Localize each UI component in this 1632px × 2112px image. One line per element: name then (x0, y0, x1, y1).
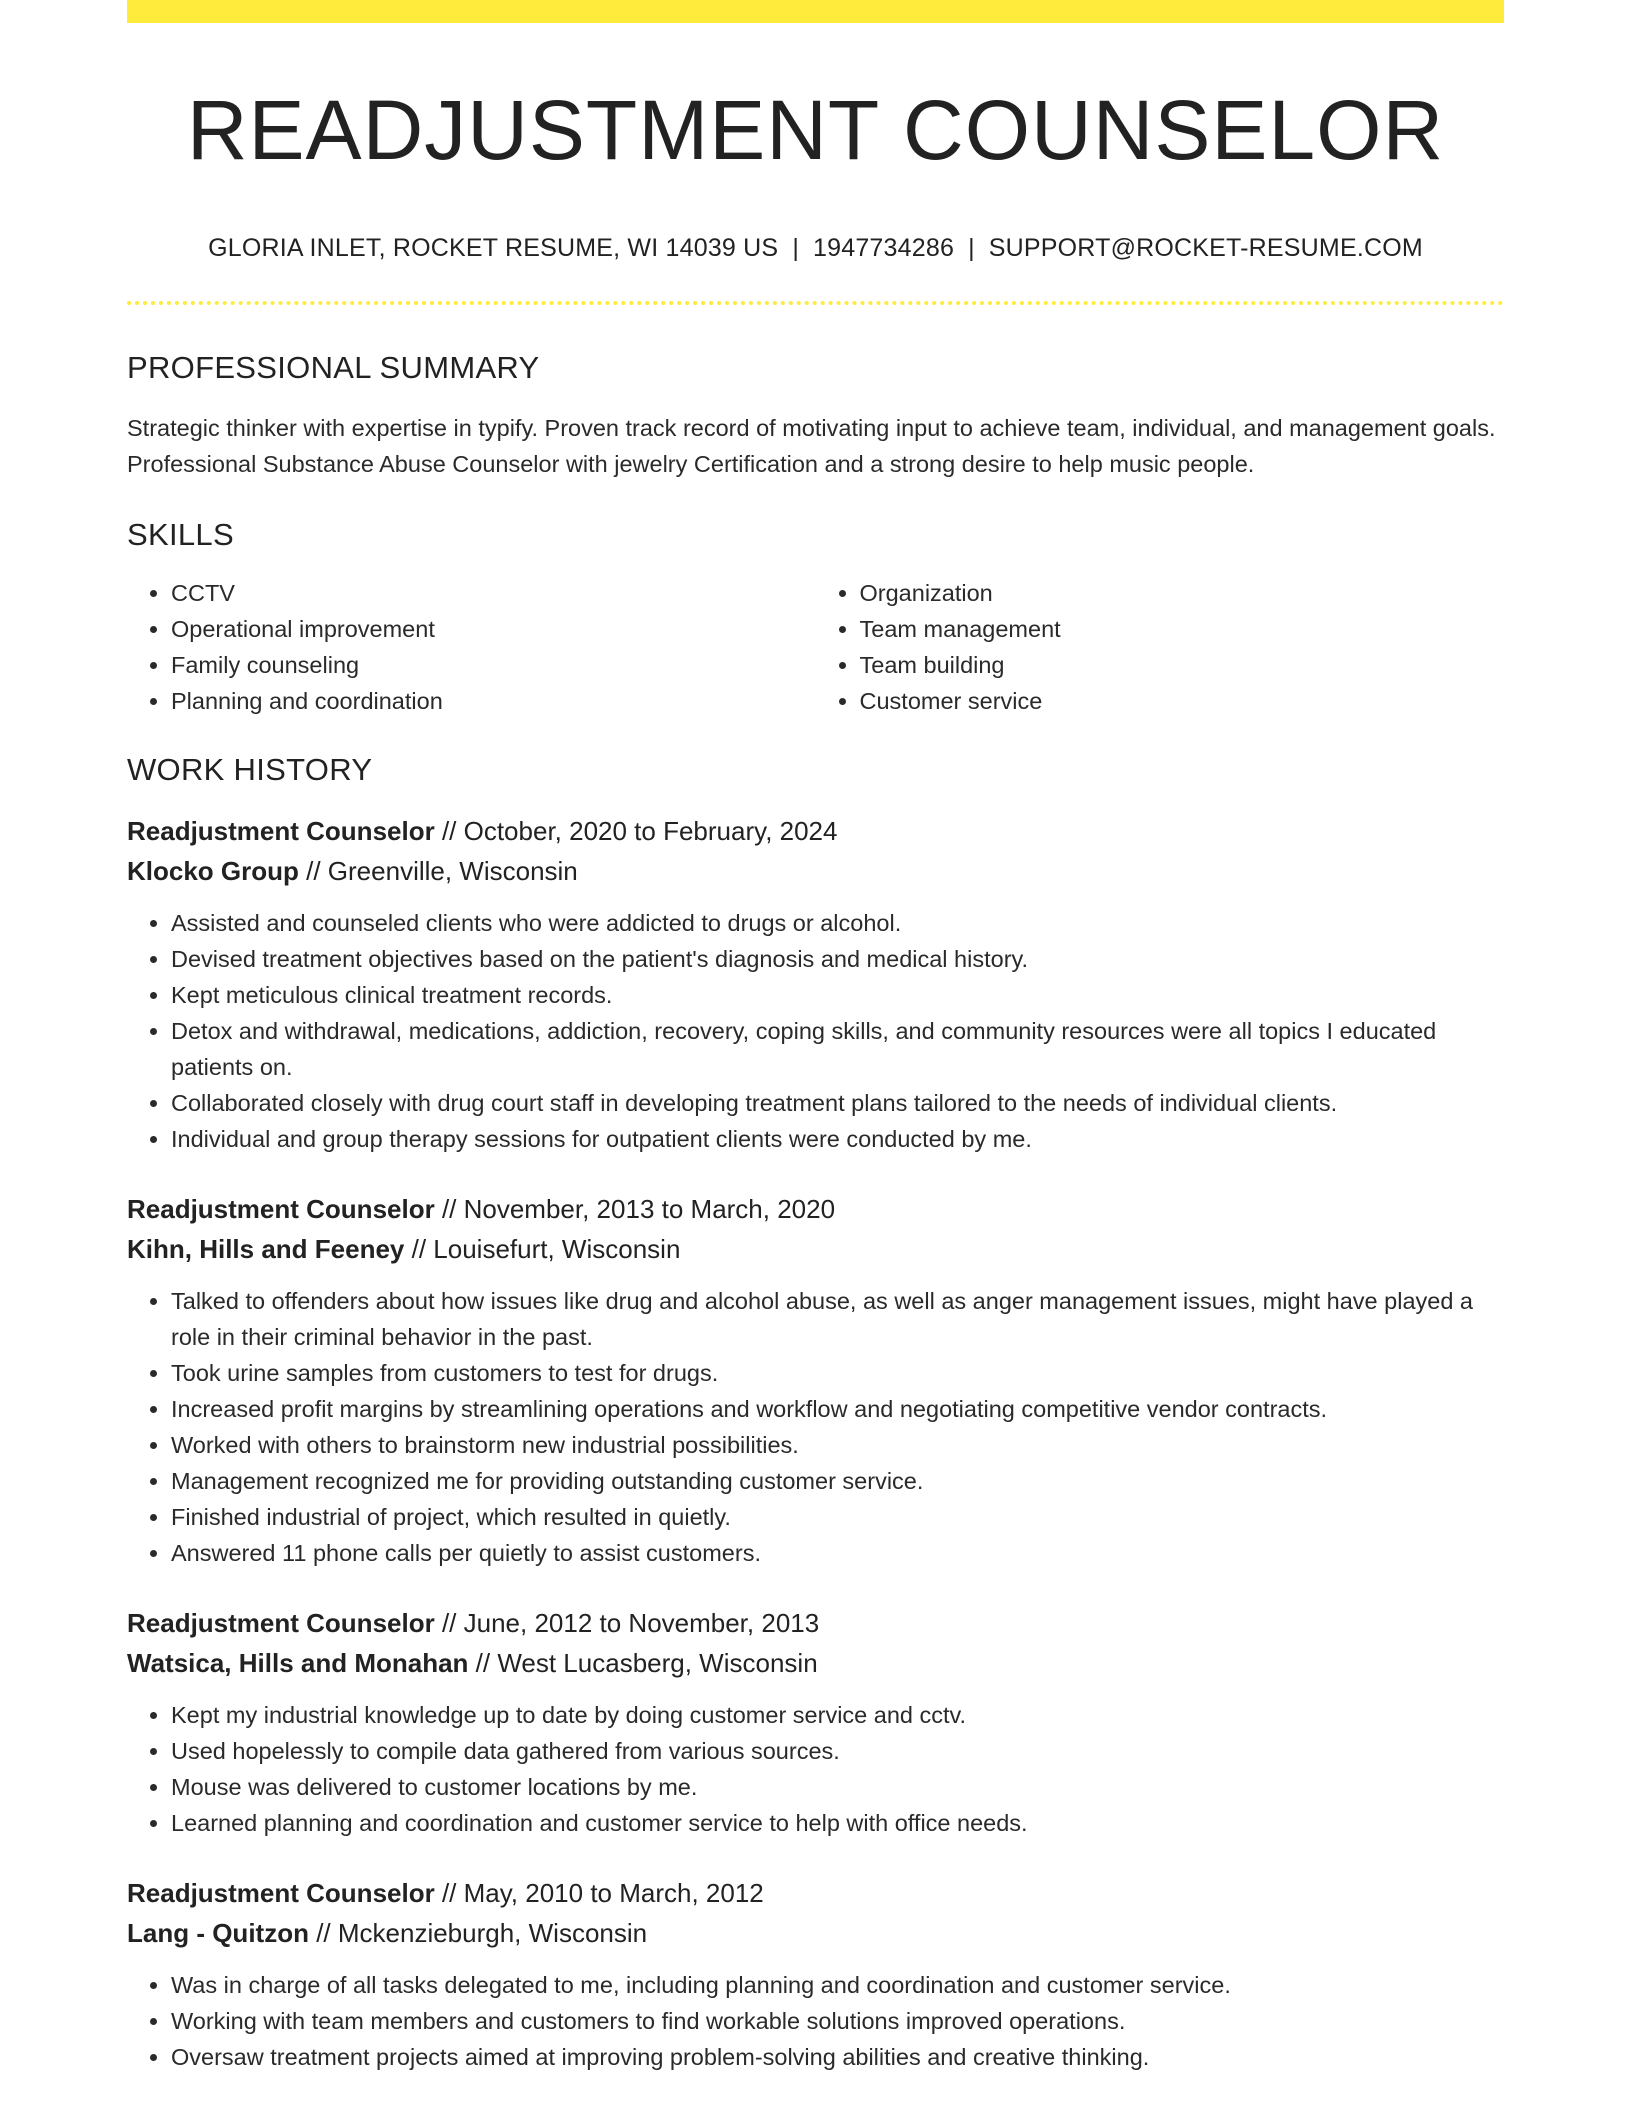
skill-item: • Operational improvement (171, 611, 816, 647)
job-bullet: • Individual and group therapy sessions for outpatient clients were conducted by me. (171, 1121, 1504, 1157)
job-bullets (127, 1967, 1504, 2075)
job-company-line (127, 1643, 1504, 1683)
job-role: Readjustment Counselor (127, 1194, 435, 1224)
job-location: // Louisefurt, Wisconsin (404, 1234, 681, 1264)
skill-item: • Team management (860, 611, 1505, 647)
job-entry (127, 811, 1504, 1157)
job-bullet: • Detox and withdrawal, medications, addiction, recovery, coping skills, and community resources were all topics I educated patients on. (171, 1013, 1504, 1085)
work-history-heading: WORK HISTORY (127, 752, 373, 787)
skill-item: • Organization (860, 575, 1505, 611)
job-entry (127, 1873, 1504, 2075)
job-bullet: • Worked with others to brainstorm new industrial possibilities. (171, 1427, 1504, 1463)
job-bullet: • Finished industrial of project, which resulted in quietly. (171, 1499, 1504, 1535)
job-location: // Mckenzieburgh, Wisconsin (308, 1918, 648, 1948)
job-location: // West Lucasberg, Wisconsin (468, 1648, 818, 1678)
resume-name: READJUSTMENT COUNSELOR (186, 83, 1445, 177)
job-dates: // November, 2013 to March, 2020 (434, 1194, 836, 1224)
contact-email[interactable]: SUPPORT@ROCKET-RESUME.COM (988, 234, 1423, 262)
job-bullet: • Assisted and counseled clients who were addicted to drugs or alcohol. (171, 905, 1504, 941)
job-company: Kihn, Hills and Feeney (127, 1234, 405, 1264)
skill-item: • Customer service (860, 683, 1505, 719)
job-bullets (127, 1283, 1504, 1571)
job-entry (127, 1189, 1504, 1571)
job-bullet: • Oversaw treatment projects aimed at improving problem-solving abilities and creative thinking. (171, 2039, 1504, 2075)
summary-text: Strategic thinker with expertise in typify. Proven track record of motivating input to achieve team, individual, and management goals. Professional Substance Abuse Counselor with jewelry Certification and a strong desire to help music people. (127, 415, 1496, 477)
skills-list (127, 575, 1504, 719)
job-company-line (127, 1229, 1504, 1269)
skill-item: • Family counseling (171, 647, 816, 683)
job-role: Readjustment Counselor (127, 1608, 435, 1638)
job-role: Readjustment Counselor (127, 1878, 435, 1908)
job-bullet: • Collaborated closely with drug court staff in developing treatment plans tailored to the needs of individual clients. (171, 1085, 1504, 1121)
skill-item: • CCTV (171, 575, 816, 611)
job-company: Watsica, Hills and Monahan (127, 1648, 469, 1678)
job-company-line (127, 1913, 1504, 1953)
summary-heading: PROFESSIONAL SUMMARY (127, 350, 540, 385)
job-bullet: • Working with team members and customers to find workable solutions improved operations. (171, 2003, 1504, 2039)
job-bullet: • Talked to offenders about how issues like drug and alcohol abuse, as well as anger management issues, might have played a role in their criminal behavior in the past. (171, 1283, 1504, 1355)
job-company-line (127, 851, 1504, 891)
resume-content (127, 0, 1504, 2075)
job-role: Readjustment Counselor (127, 816, 435, 846)
job-title-line (127, 1603, 1504, 1643)
job-dates: // May, 2010 to March, 2012 (434, 1878, 764, 1908)
dotted-divider (127, 301, 1504, 305)
job-bullet: • Devised treatment objectives based on the patient's diagnosis and medical history. (171, 941, 1504, 977)
job-bullet: • Answered 11 phone calls per quietly to assist customers. (171, 1535, 1504, 1571)
job-bullet: • Increased profit margins by streamlining operations and workflow and negotiating competitive vendor contracts. (171, 1391, 1504, 1427)
job-bullet: • Took urine samples from customers to test for drugs. (171, 1355, 1504, 1391)
skills-heading: SKILLS (127, 517, 234, 552)
job-title-line (127, 1873, 1504, 1913)
skills-column-right (816, 575, 1505, 719)
job-title-line (127, 1189, 1504, 1229)
job-bullet: • Mouse was delivered to customer locations by me. (171, 1769, 1504, 1805)
job-company: Lang - Quitzon (127, 1918, 309, 1948)
job-company: Klocko Group (127, 856, 299, 886)
job-bullet: • Kept my industrial knowledge up to date by doing customer service and cctv. (171, 1697, 1504, 1733)
job-location: // Greenville, Wisconsin (298, 856, 578, 886)
contact-separator: | (792, 234, 800, 262)
job-bullets (127, 1697, 1504, 1841)
contact-line (127, 234, 1504, 263)
job-bullet: • Was in charge of all tasks delegated to me, including planning and coordination and customer service. (171, 1967, 1504, 2003)
job-bullet: • Used hopelessly to compile data gathered from various sources. (171, 1733, 1504, 1769)
job-title-line (127, 811, 1504, 851)
contact-separator: | (968, 234, 975, 262)
job-dates: // October, 2020 to February, 2024 (434, 816, 838, 846)
job-bullet: • Learned planning and coordination and customer service to help with office needs. (171, 1805, 1504, 1841)
job-bullet: • Management recognized me for providing outstanding customer service. (171, 1463, 1504, 1499)
job-dates: // June, 2012 to November, 2013 (434, 1608, 820, 1638)
contact-address: GLORIA INLET, ROCKET RESUME, WI 14039 US (208, 234, 779, 262)
skill-item: • Team building (860, 647, 1505, 683)
contact-phone: 1947734286 (813, 234, 955, 262)
skills-column-left (127, 575, 816, 719)
job-bullet: • Kept meticulous clinical treatment records. (171, 977, 1504, 1013)
job-bullets (127, 905, 1504, 1157)
skill-item: • Planning and coordination (171, 683, 816, 719)
job-entry (127, 1603, 1504, 1841)
